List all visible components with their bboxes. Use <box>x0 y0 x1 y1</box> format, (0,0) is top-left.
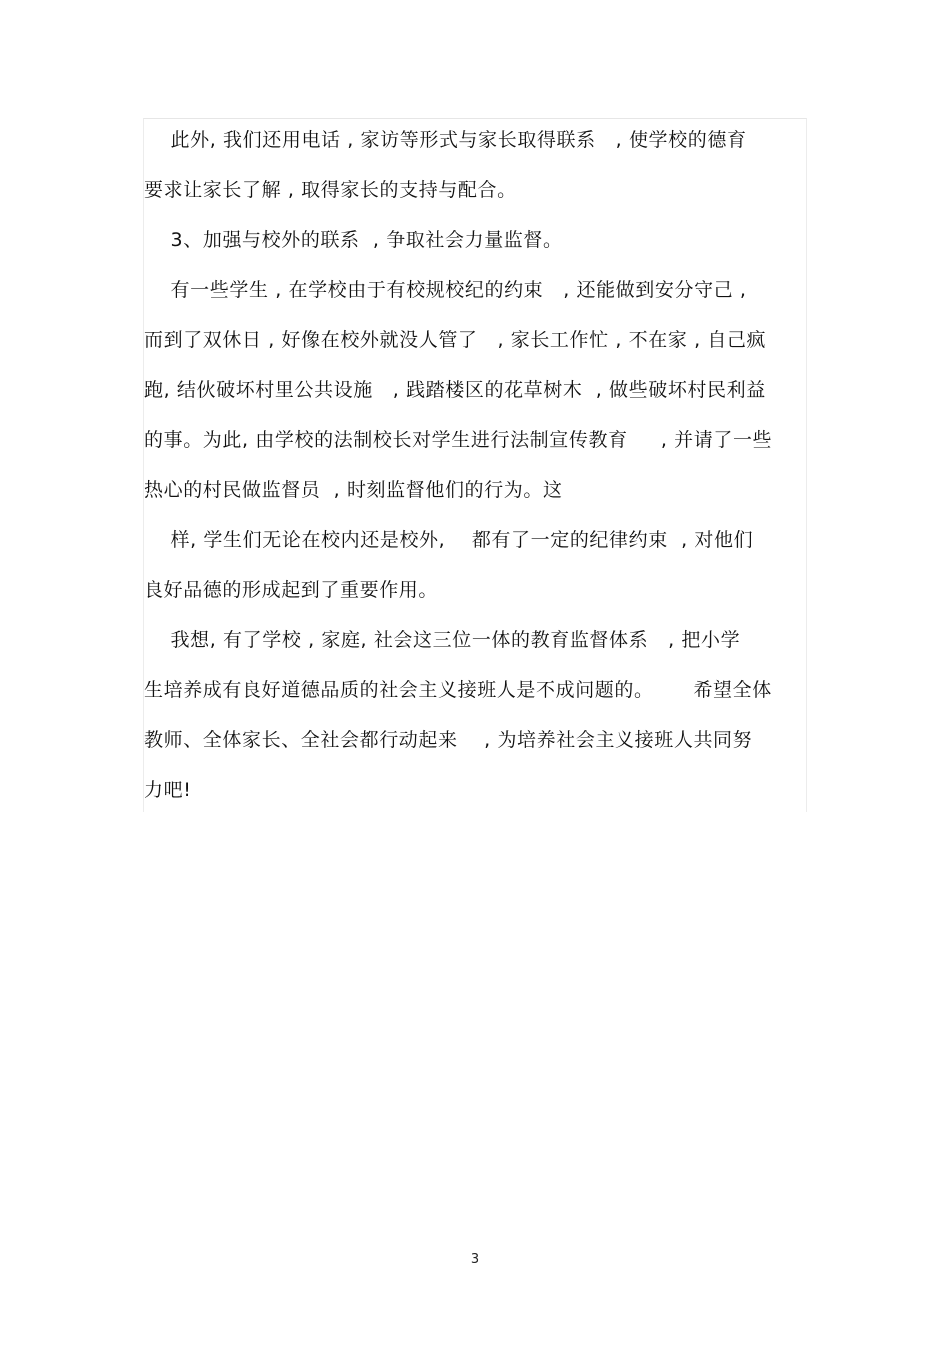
text-line: 我想, 有了学校 , 家庭, 社会这三位一体的教育监督体系 , 把小学 <box>144 629 741 651</box>
text-line: 样, 学生们无论在校内还是校外, 都有了一定的纪律约束 , 对他们 <box>144 529 754 551</box>
text-line: 生培养成有良好道德品质的社会主义接班人是不成问题的。 希望全体 <box>144 679 772 701</box>
text-line: 有一些学生 , 在学校由于有校规校纪的约束 , 还能做到安分守己 , <box>144 279 747 301</box>
text-line: 热心的村民做监督员 , 时刻监督他们的行为。这 <box>144 479 563 501</box>
text-line: 教师、全体家长、全社会都行动起来 , 为培养社会主义接班人共同努 <box>144 729 753 751</box>
text-line: 要求让家长了解 , 取得家长的支持与配合。 <box>144 179 517 201</box>
text-line: 的事。为此, 由学校的法制校长对学生进行法制宣传教育 , 并请了一些 <box>144 429 773 451</box>
text-line: 跑, 结伙破坏村里公共设施 , 践踏楼区的花草树木 , 做些破坏村民利益 <box>144 379 766 401</box>
text-frame <box>143 118 807 812</box>
text-line: 良好品德的形成起到了重要作用。 <box>144 579 439 601</box>
text-line: 而到了双休日 , 好像在校外就没人管了 , 家长工作忙 , 不在家 , 自己疯 <box>144 329 767 351</box>
page-number: 3 <box>470 1252 480 1267</box>
text-line: 3、加强与校外的联系 , 争取社会力量监督。 <box>144 229 563 251</box>
text-line: 此外, 我们还用电话 , 家访等形式与家长取得联系 , 使学校的德育 <box>144 129 747 151</box>
text-line: 力吧! <box>144 779 192 801</box>
